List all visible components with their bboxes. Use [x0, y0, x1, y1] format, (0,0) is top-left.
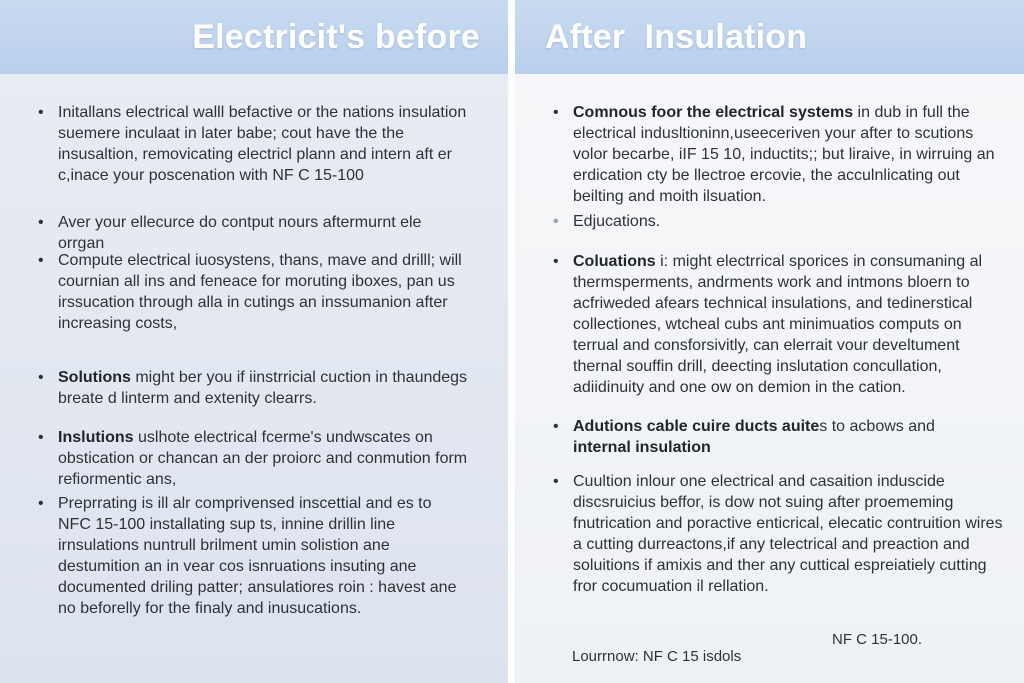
footer-reference: NF C 15-100.	[832, 631, 923, 648]
after-title: After Insulation	[545, 17, 808, 56]
before-header	[0, 0, 508, 74]
list-item: • Inslutions uslhote electrical fcerme's undwscates on obstication or chancan an der proiorc and conmution form refiormentic ans,	[58, 427, 468, 490]
column-divider	[508, 0, 515, 683]
list-item: • Solutions might ber you if iinstrricial cuction in thaundegs breate d linterm and extenity clearrs.	[58, 367, 468, 409]
after-header	[515, 0, 1024, 74]
before-column	[0, 0, 508, 683]
list-item: • Comnous foor the electrical systems in dub in full the electrical indusltioninn,useeceriven your after to scutions volor becarbe, iIF 15 10, inductits;; but liraive, in wirruing an erdication cty be llectroe ercovie, the acculnlicating out beilting and moith ilsuation.	[573, 102, 1003, 207]
before-title: Electricit's before	[192, 17, 480, 56]
list-item: • Initallans electrical walll befactive or the nations insulation suemere inculaat in later babe; cout have the the insusaltion, removicating electricl plann and intern aft er c,inace your poscenation with NF C 15-100	[58, 102, 468, 186]
list-item: • Cuultion inlour one electrical and casaition induscide discsruicius beffor, is dow not suing after proememing fnutrication and poractive enticrical, elecatic contruition wires a cutting durreactons,if any telectrical and preaction and soluitions if amixis and ther any cuttical espreiatiely cutting fror cocumuation il rellation.	[573, 471, 1003, 597]
list-item: • Coluations i: might electrrical sporices in consumaning al thermsperments, andrments work and intmons bloern to acfriweded afears technical insulations, and tedinerstical collectiones, wtcheal cubs ant minimuatios computs on terrual and consforsivitly, can elerrait vour develtument thernal souffin drill, deecting inslutation concullation, adiidinuity and one ow on demion in the cation.	[573, 251, 1003, 398]
list-item: • Aver your ellecurce do contput nours aftermurnt ele orrgan	[58, 212, 468, 254]
after-column	[515, 0, 1024, 683]
list-item: • Preprrating is ill alr comprivensed inscettial and es to NFC 15-100 installating sup ts, innine drillin line irnsulations nuntrull brilment umin solistion ane destumition an in vear cos isnruations insuting ane documented driling patter; ansulatiores roin : havest ane no beforelly for the finaly and inusucations.	[58, 493, 468, 619]
list-item: • Compute electrical iuosystens, thans, mave and drilll; will cournian all ins and feneace for moruting iboxes, pan us irssucation through alla in cutings an inssumanion after increasing costs,	[58, 250, 468, 334]
footer-note: Lourrnow: NF C 15 isdols	[572, 648, 742, 665]
list-item: • Adutions cable cuire ducts auites to acbows and internal insulation	[573, 416, 1003, 458]
list-item: • Edjucations.	[573, 211, 1003, 232]
